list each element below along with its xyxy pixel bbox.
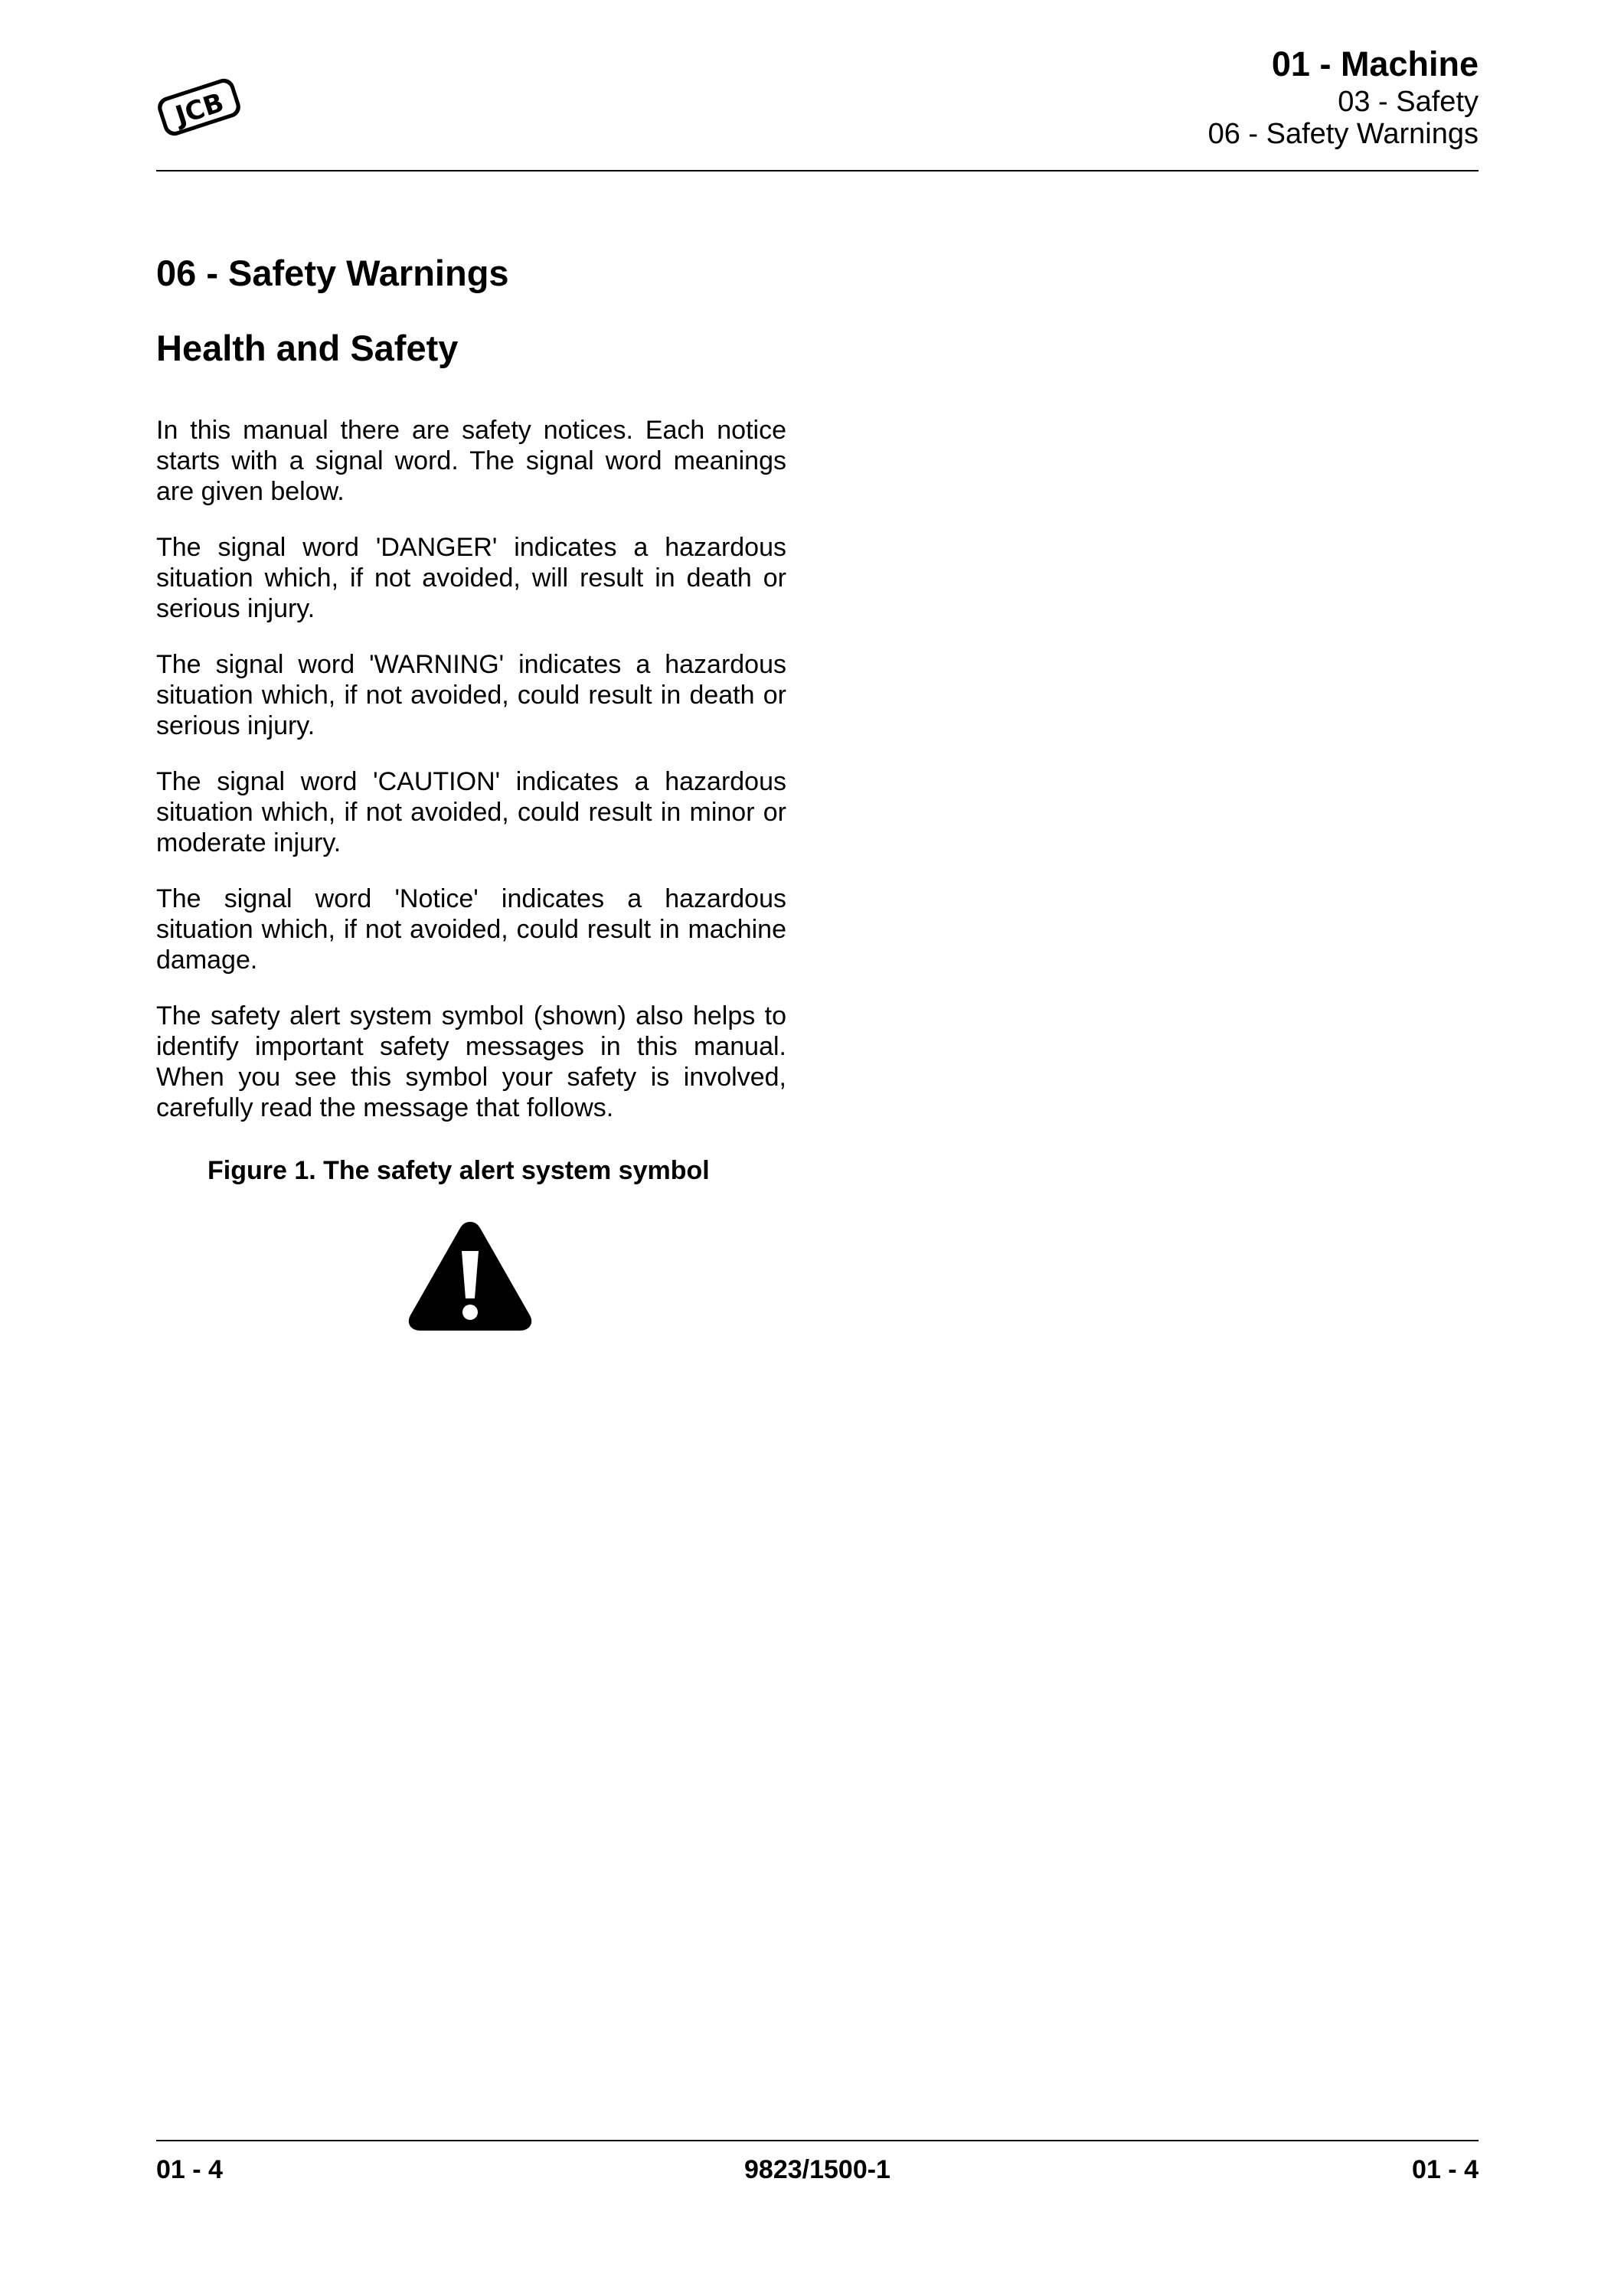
jcb-logo — [153, 61, 245, 153]
paragraph-danger: The signal word 'DANGER' indicates a hazardous situation which, if not avoided, will result in death or serious injury. — [156, 533, 786, 623]
header-subsection: 06 - Safety Warnings — [1207, 118, 1479, 150]
paragraph-caution: The signal word 'CAUTION' indicates a hazardous situation which, if not avoided, could result in minor or moderate injury. — [156, 767, 786, 857]
page-footer — [156, 2153, 1479, 2187]
footer-page-right: 01 - 4 — [1412, 2155, 1479, 2184]
header-chapter: 01 - Machine — [1271, 44, 1479, 83]
page-header — [1208, 43, 1479, 150]
header-section: 03 - Safety — [1338, 86, 1479, 118]
footer-divider — [156, 2140, 1479, 2141]
main-content — [156, 247, 786, 1186]
subheading-health-and-safety: Health and Safety — [156, 328, 459, 368]
warning-triangle-icon — [406, 1217, 534, 1334]
paragraph-intro: In this manual there are safety notices. Each notice starts with a signal word. The signal word meanings are given below. — [156, 416, 786, 506]
section-title: 06 - Safety Warnings — [156, 253, 509, 293]
footer-page-left: 01 - 4 — [156, 2155, 223, 2184]
footer-doc-number: 9823/1500-1 — [744, 2155, 890, 2184]
paragraph-notice: The signal word 'Notice' indicates a hazardous situation which, if not avoided, could result in machine damage. — [156, 884, 786, 975]
paragraph-alert-symbol: The safety alert system symbol (shown) also helps to identify important safety messages in this manual. When you see this symbol your safety is involved, carefully read the message that follows. — [156, 1001, 786, 1122]
figure-caption: Figure 1. The safety alert system symbol — [207, 1156, 710, 1185]
jcb-logo-text: JCB — [172, 87, 228, 132]
body-text — [156, 415, 786, 1123]
header-divider — [156, 170, 1479, 171]
paragraph-warning: The signal word 'WARNING' indicates a hazardous situation which, if not avoided, could result in death or serious injury. — [156, 650, 786, 740]
